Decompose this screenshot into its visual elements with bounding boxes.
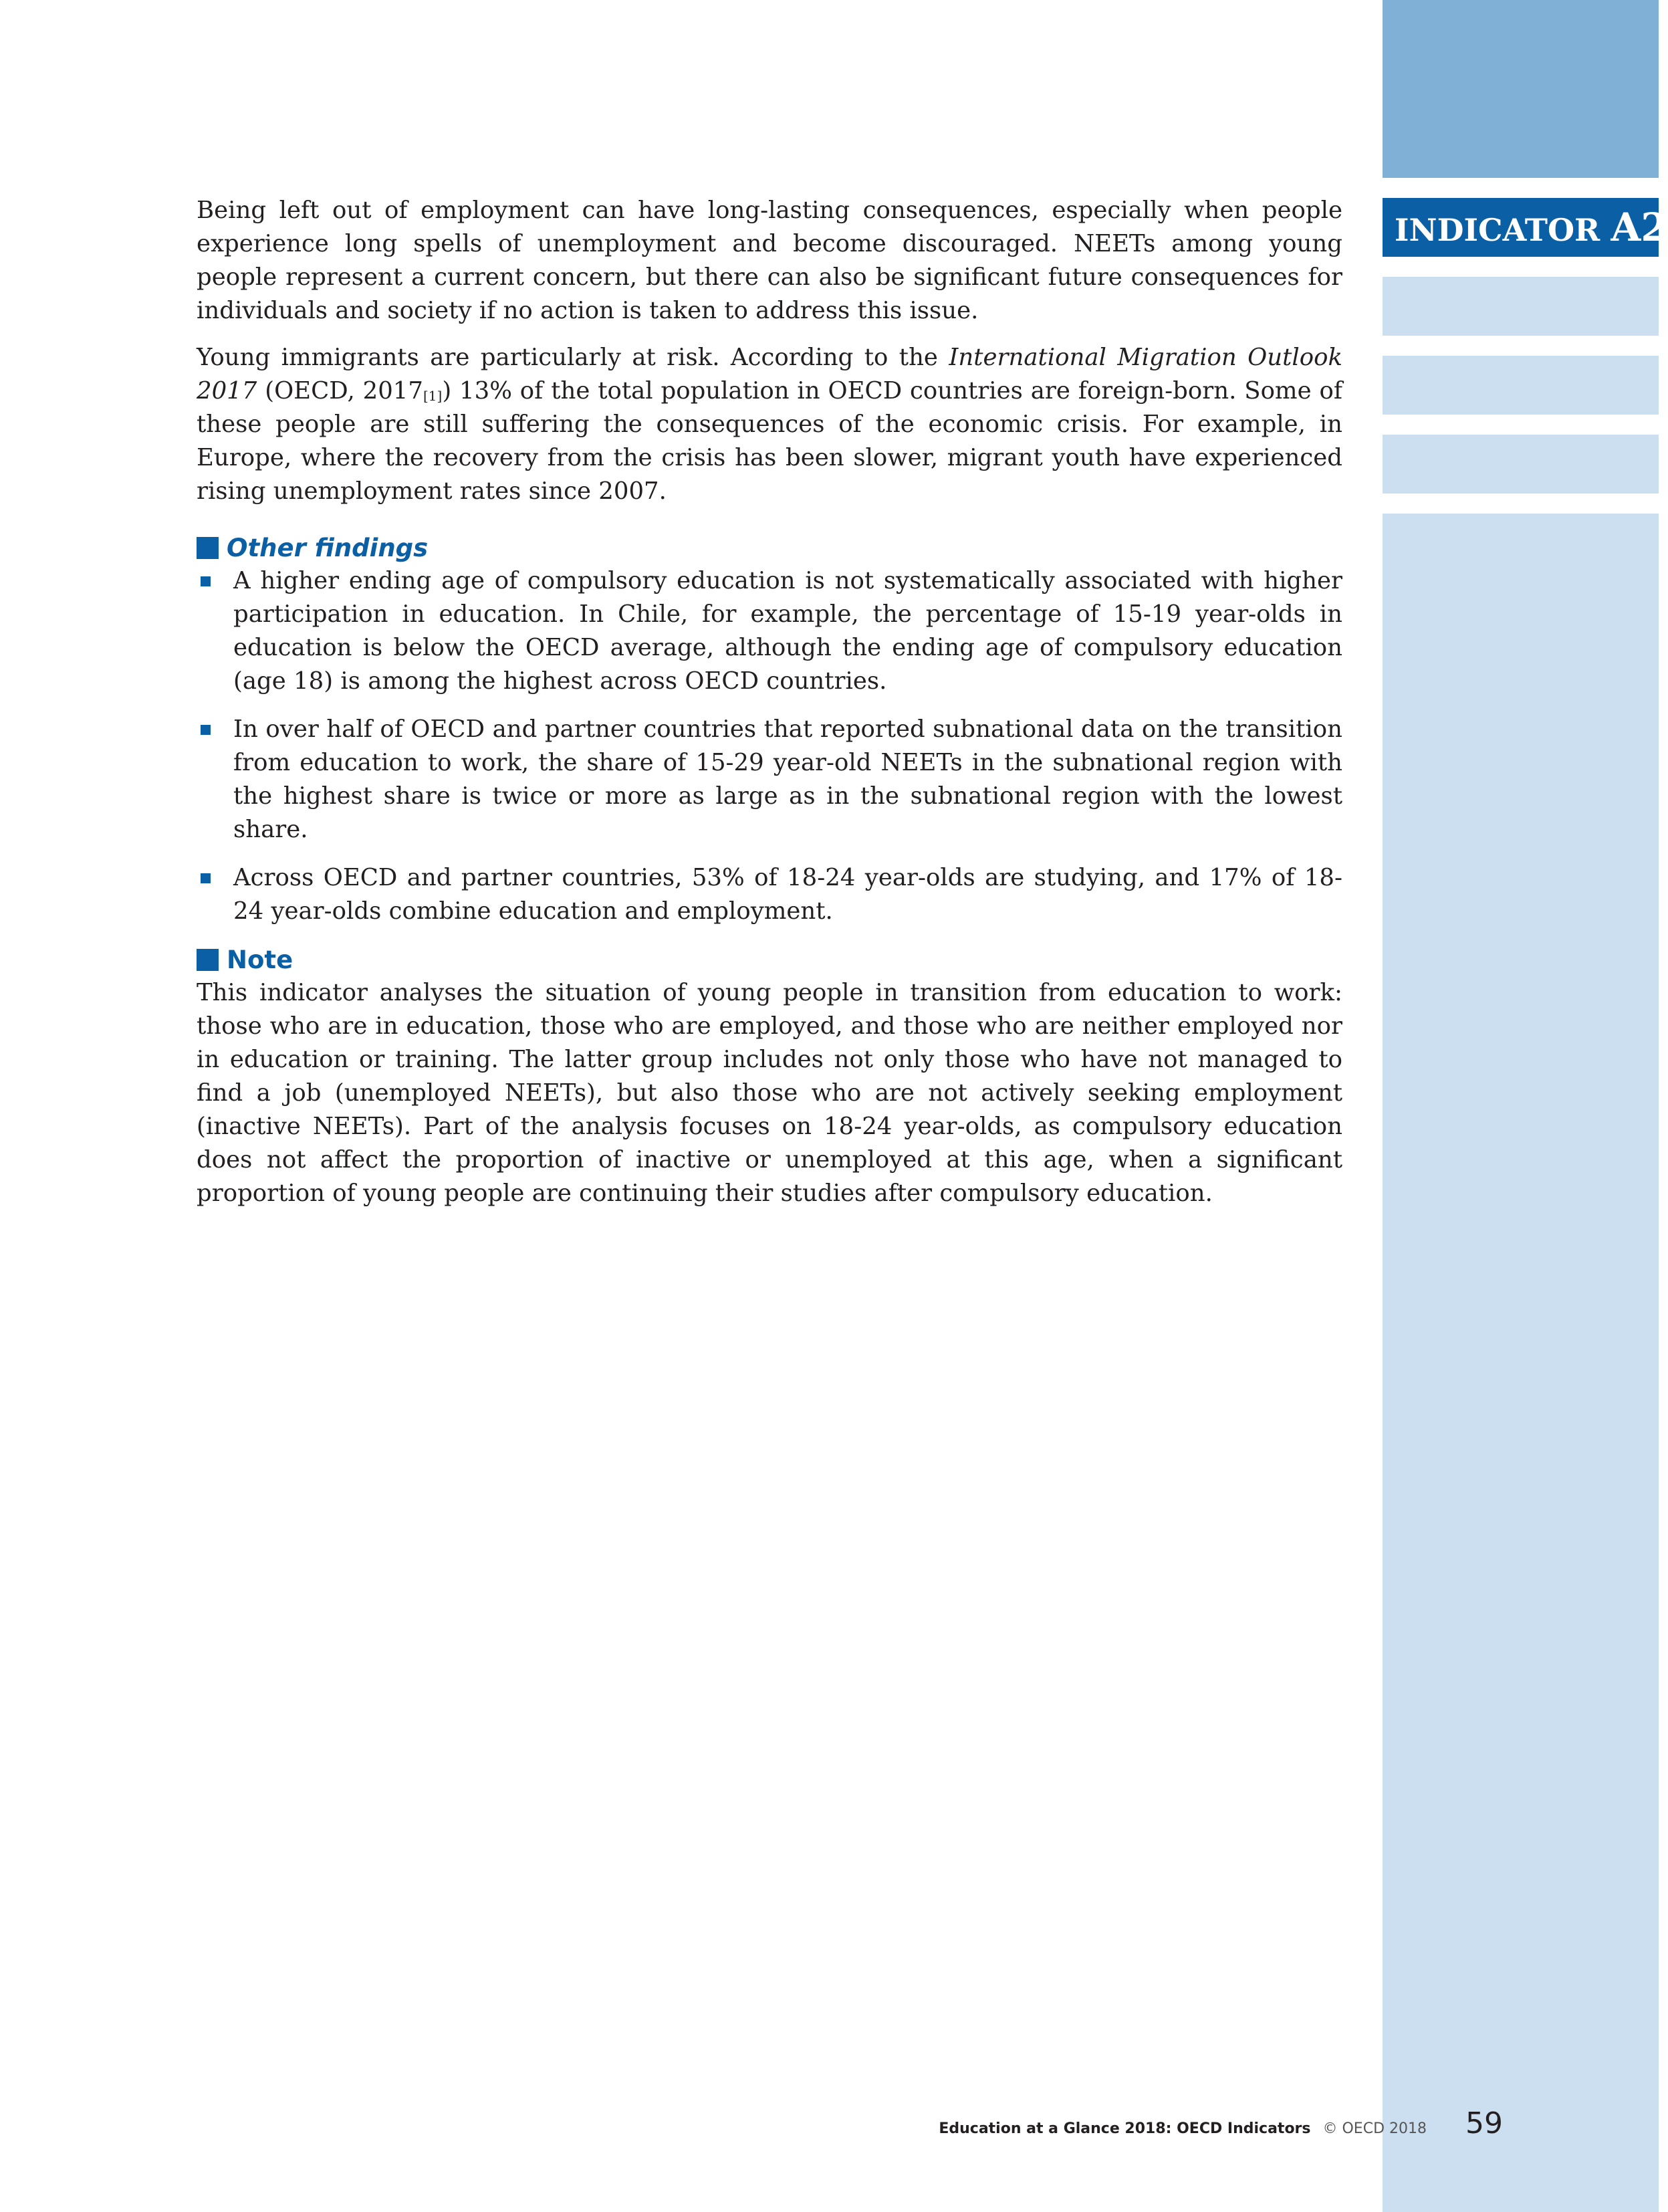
note-heading-text: Note — [227, 945, 293, 974]
other-findings-heading-text: Other findings — [227, 533, 429, 562]
sidebar-panel — [1383, 0, 1668, 2212]
publication-title: Education at a Glance 2018: OECD Indicators — [939, 2120, 1311, 2137]
sidebar-divider — [1383, 415, 1659, 435]
indicator-label — [1383, 198, 1668, 257]
sidebar-divider — [1383, 493, 1659, 514]
sidebar-divider — [1383, 336, 1659, 356]
bullet-square-icon — [201, 725, 211, 735]
note-paragraph: This indicator analyses the situation of young people in transition from education to work: those who are in education, those who are employed, and those who are neither employed nor in education or training. The latter group includes not only those who have not managed to find a job (unemployed NEETs), but also those who are not actively seeking employment (inactive NEETs). Part of the analysis focuses on 18-24 year-olds, as compulsory education does not affect the proportion of inactive or unemployed at this age, when a significant proportion of young people are continuing their studies after compulsory education. — [197, 979, 1342, 1207]
copyright-notice: © OECD 2018 — [1322, 2120, 1427, 2137]
page-number: 59 — [1465, 2106, 1503, 2140]
intro-p2-text-c: ) 13% of the total population in OECD countries are foreign-born. Some of these people are still suffering the consequences of the economic crisis. For example, in Europe, where the recovery from the crisis has been slower, migrant youth have experienced rising unemployment rates since 2007. — [197, 377, 1342, 505]
publication-title-reference: International Migration Outlook 2017 — [197, 344, 1342, 405]
sidebar-divider — [1383, 257, 1659, 277]
finding-text: In over half of OECD and partner countries that reported subnational data on the transition from education to work, the share of 15-29 year-old NEETs in the subnational region with the highest share is twice or more as large as in the subnational region with the lowest share. — [233, 715, 1342, 843]
citation-reference: [1] — [423, 388, 443, 404]
intro-paragraph-2 — [197, 341, 1342, 508]
intro-p2-text-a: Young immigrants are particularly at risk. According to the — [197, 344, 949, 371]
main-content — [197, 194, 1342, 1224]
list-item — [197, 713, 1342, 847]
section-square-icon — [197, 537, 219, 559]
finding-text: A higher ending age of compulsory education is not systematically associated with higher participation in education. In Chile, for example, the percentage of 15-19 year-olds in education is below the OECD average, although the ending age of compulsory education (age 18) is among the highest across OECD countries. — [233, 567, 1342, 695]
intro-p2-text-b: (OECD, 2017 — [257, 377, 423, 405]
other-findings-heading — [197, 531, 1342, 564]
list-item — [197, 564, 1342, 698]
sidebar-top-band — [1383, 0, 1659, 178]
bullet-square-icon — [201, 873, 211, 883]
page-footer — [735, 2106, 1503, 2146]
finding-text: Across OECD and partner countries, 53% of 18-24 year-olds are studying, and 17% of 18-24 year-olds combine education and employment. — [233, 864, 1342, 925]
indicator-word: INDICATOR — [1395, 212, 1600, 248]
intro-paragraph-1: Being left out of employment can have long-lasting consequences, especially when people experience long spells of unemployment and become discouraged. NEETs among young people represent a current concern, but there can also be significant future consequences for individuals and society if no action is taken to address this issue. — [197, 197, 1342, 324]
indicator-code: A2 — [1611, 205, 1668, 250]
list-item — [197, 861, 1342, 928]
section-square-icon — [197, 949, 219, 971]
sidebar-divider — [1383, 178, 1659, 198]
findings-list — [197, 564, 1342, 928]
note-heading — [197, 943, 1342, 976]
bullet-square-icon — [201, 576, 211, 586]
